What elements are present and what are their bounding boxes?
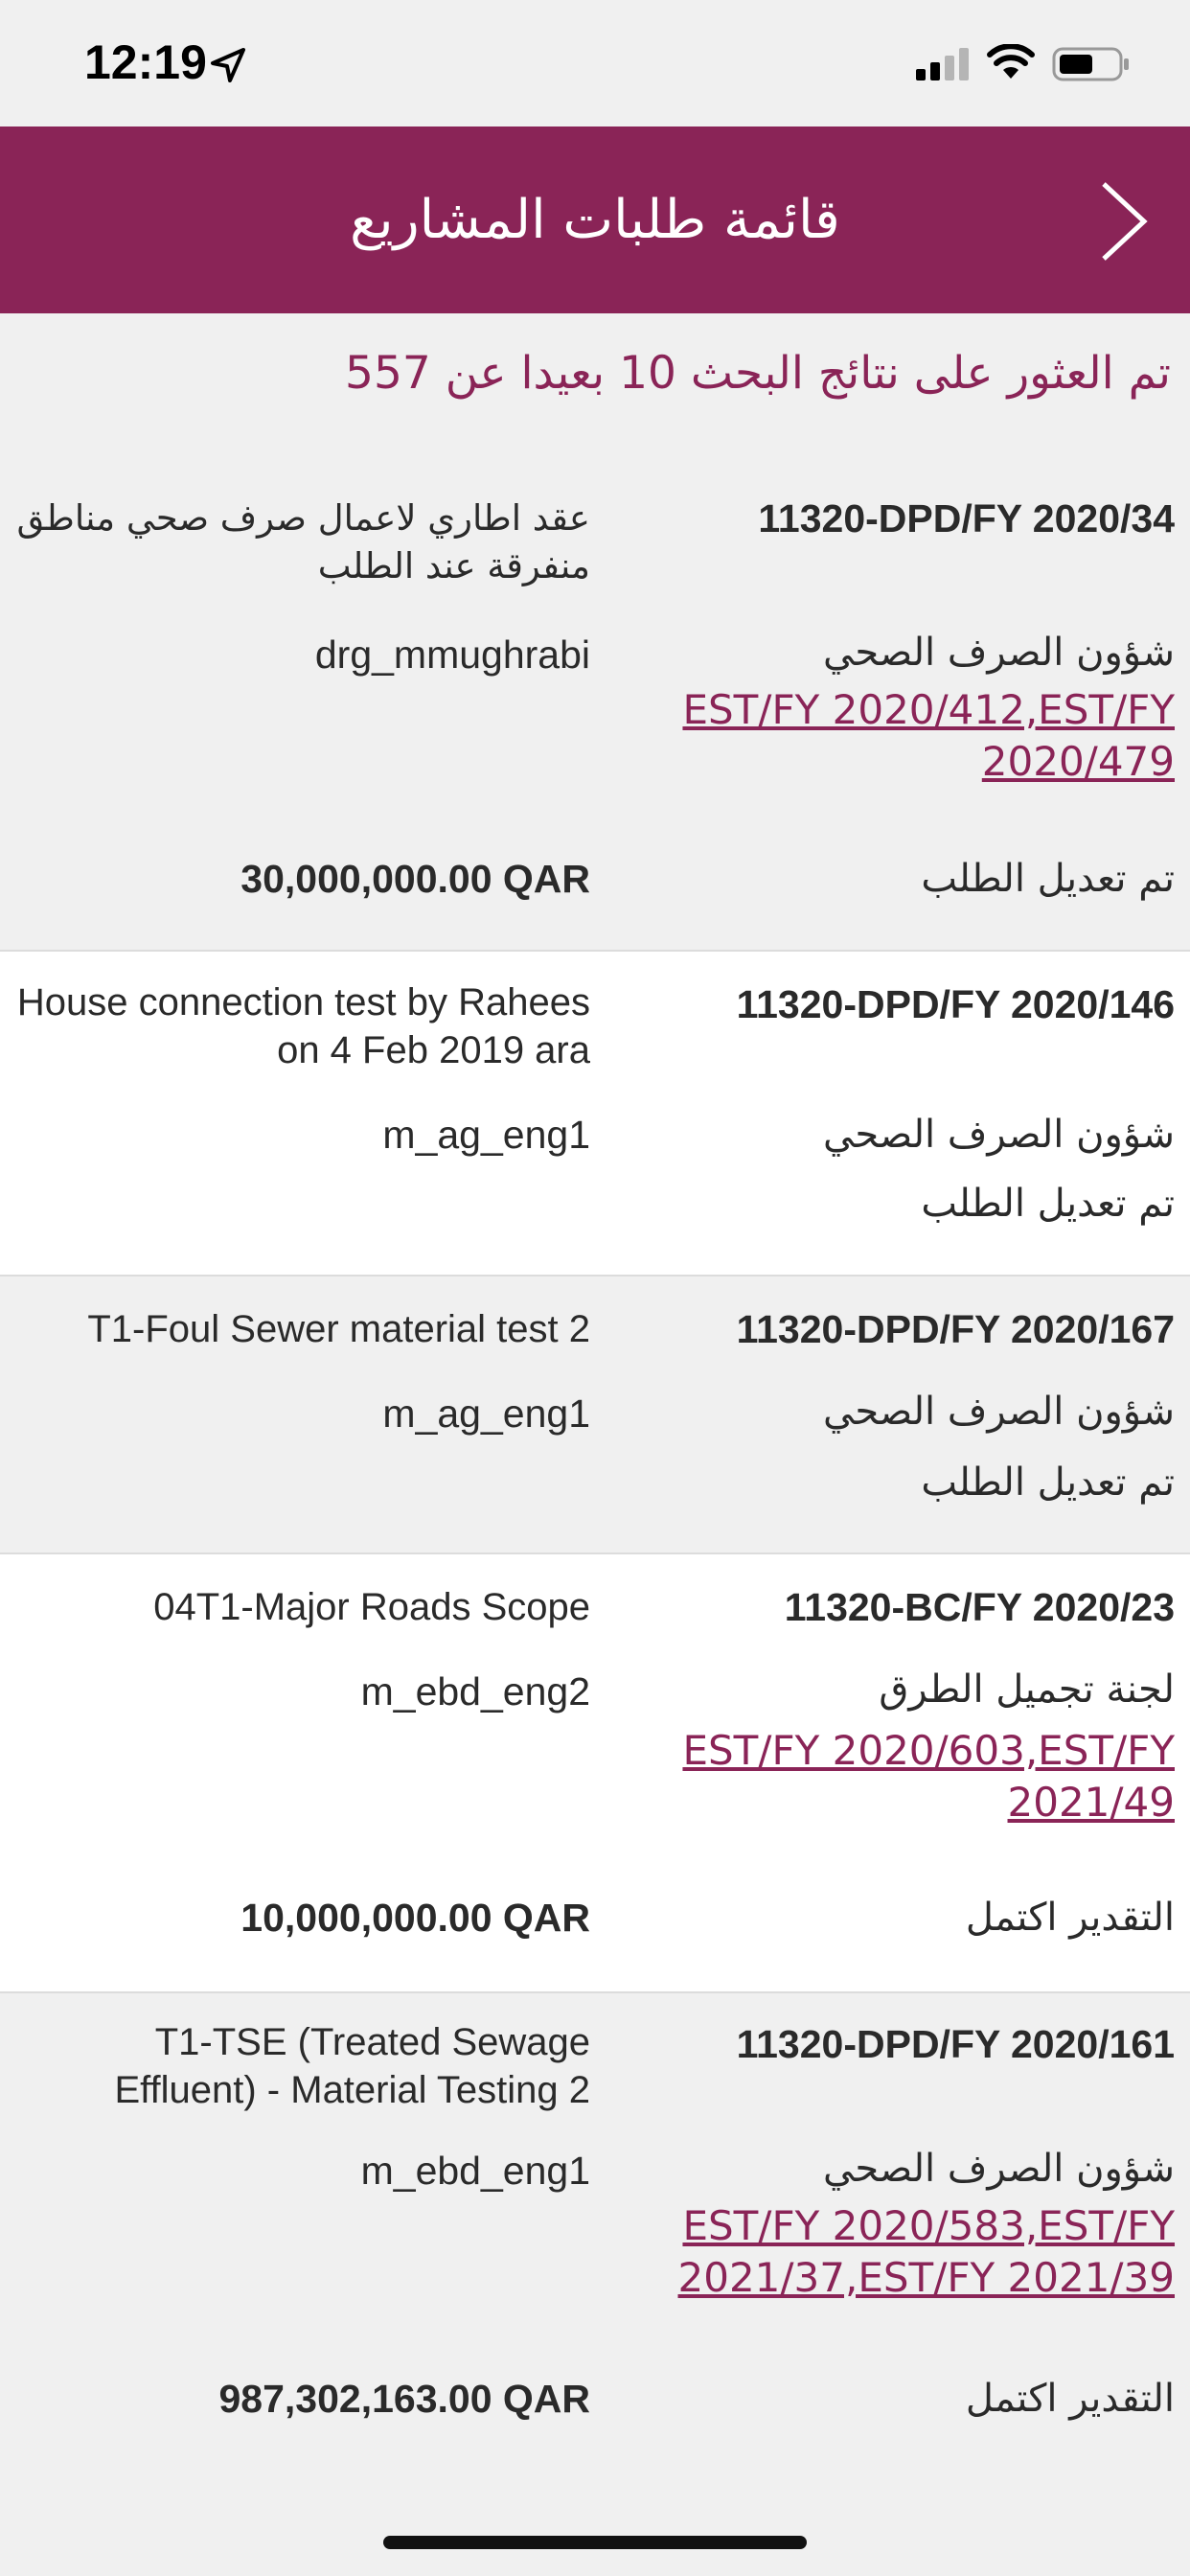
list-item[interactable]	[0, 1993, 1190, 2530]
home-indicator[interactable]	[383, 2536, 807, 2549]
department-label: شؤون الصرف الصحي	[823, 2147, 1175, 2191]
list-item[interactable]	[0, 952, 1190, 1276]
amount-value: 10,000,000.00 QAR	[240, 1896, 590, 1940]
battery-icon	[1052, 46, 1131, 82]
cellular-signal-icon	[916, 48, 970, 80]
department-label: شؤون الصرف الصحي	[823, 1113, 1175, 1157]
request-ref: 11320-DPD/FY 2020/161	[736, 2022, 1175, 2066]
wifi-icon	[987, 44, 1035, 80]
project-request-list	[0, 448, 1190, 2530]
user-name: m_ag_eng1	[382, 1392, 590, 1436]
amount-value: 30,000,000.00 QAR	[240, 857, 590, 901]
department-label: شؤون الصرف الصحي	[823, 1390, 1175, 1434]
list-item[interactable]	[0, 1554, 1190, 1993]
request-ref: 11320-DPD/FY 2020/146	[736, 982, 1175, 1026]
request-description: T1-Foul Sewer material test 2	[87, 1308, 590, 1350]
list-item[interactable]	[0, 1276, 1190, 1554]
estimate-links[interactable]: EST/FY 2020/412,EST/FY 2020/479	[682, 686, 1175, 785]
status-time: 12:19	[84, 35, 207, 89]
department-label: لجنة تجميل الطرق	[879, 1668, 1175, 1712]
list-item[interactable]	[0, 448, 1190, 952]
status-bar	[0, 0, 1190, 126]
user-name: m_ebd_eng2	[360, 1669, 590, 1714]
status-label: تم تعديل الطلب	[921, 1182, 1175, 1226]
status-label: التقدير اكتمل	[965, 1896, 1175, 1940]
request-description: عقد اطاري لاعمال صرف صحي مناطق منفرقة عند الطلب	[16, 497, 590, 586]
request-description: House connection test by Rahees on 4 Feb 2019 ara	[16, 981, 590, 1071]
request-ref: 11320-BC/FY 2020/23	[784, 1585, 1175, 1629]
estimate-links[interactable]: EST/FY 2020/603,EST/FY 2021/49	[682, 1727, 1175, 1826]
page-title: قائمة طلبات المشاريع	[350, 189, 840, 251]
amount-value: 987,302,163.00 QAR	[218, 2377, 590, 2421]
department-label: شؤون الصرف الصحي	[823, 631, 1175, 675]
user-name: m_ebd_eng1	[360, 2149, 590, 2193]
estimate-links[interactable]: EST/FY 2020/583,EST/FY 2021/37,EST/FY 2021/39	[677, 2202, 1175, 2301]
user-name: m_ag_eng1	[382, 1113, 590, 1157]
request-description: 04T1-Major Roads Scope	[153, 1586, 590, 1628]
location-arrow-icon	[209, 46, 247, 84]
status-label: التقدير اكتمل	[965, 2377, 1175, 2421]
user-name: drg_mmughrabi	[314, 632, 590, 677]
back-chevron-icon[interactable]	[1094, 178, 1152, 264]
request-ref: 11320-DPD/FY 2020/34	[758, 496, 1175, 540]
request-ref: 11320-DPD/FY 2020/167	[736, 1307, 1175, 1351]
request-description: T1-TSE (Treated Sewage Effluent) - Material Testing 2	[114, 2021, 590, 2111]
status-label: تم تعديل الطلب	[921, 857, 1175, 901]
status-label: تم تعديل الطلب	[921, 1460, 1175, 1505]
results-count: تم العثور على نتائج البحث 10 بعيدا عن 557	[345, 347, 1171, 400]
app-header	[0, 126, 1190, 313]
